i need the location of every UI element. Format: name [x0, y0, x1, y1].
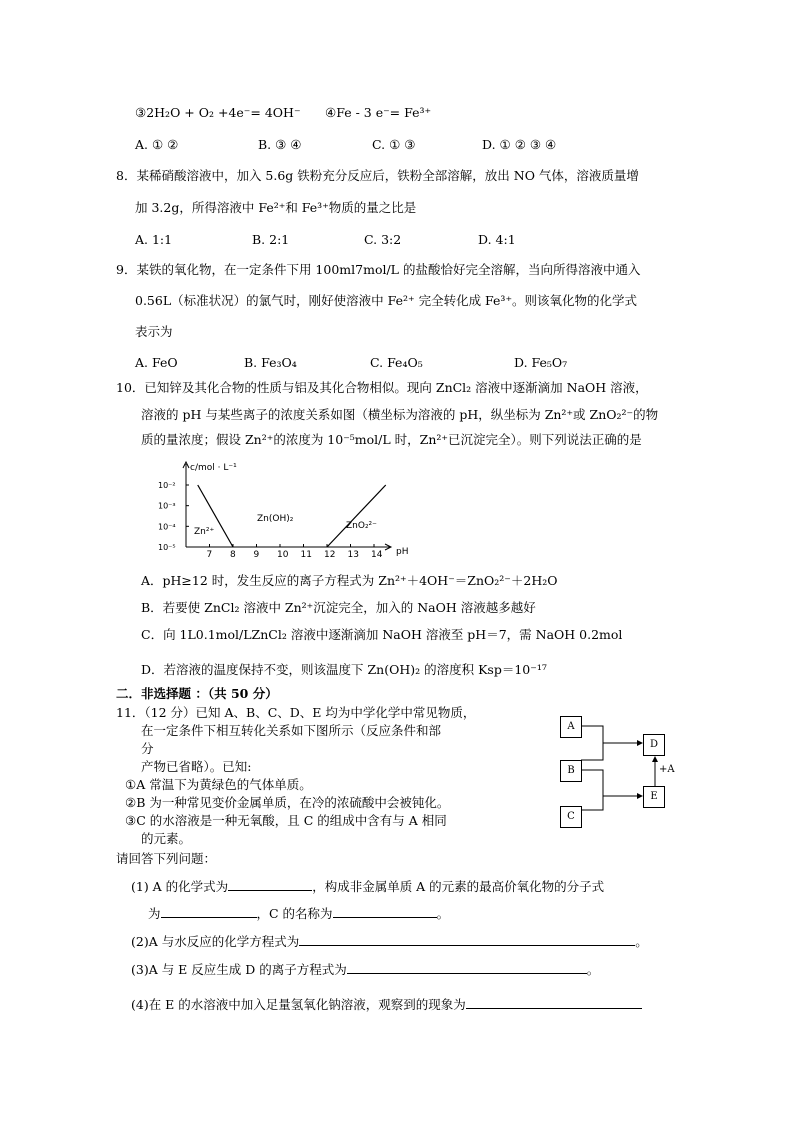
q8-option-b: B. 2:1: [252, 232, 290, 247]
answer-blank-c-name[interactable]: [333, 905, 437, 918]
q9-line-2: 0.56L（标准状况）的氯气时，刚好使溶液中 Fe²⁺ 完全转化成 Fe³⁺。则该氧化物的化学式: [135, 293, 638, 308]
q9-line-1: 9．某铁的氧化物，在一定条件下用 100ml7mol/L 的盐酸恰好完全溶解，当向所得溶液中通入: [116, 262, 641, 277]
chart-annotation-zno2: ZnO₂²⁻: [346, 521, 377, 531]
q11-sub-3: [131, 961, 599, 978]
chart-x-tick-label: 10: [277, 550, 289, 560]
q7-equation-4: ④Fe - 3 e⁻= Fe³⁺: [325, 105, 432, 120]
q9-option-d: D. Fe₅O₇: [514, 355, 568, 370]
chart-x-tick-label: 9: [253, 550, 260, 560]
q11-sub3-text: (3)A 与 E 反应生成 D 的离子方程式为: [131, 962, 347, 977]
q11-sub1-prefix: (1) A 的化学式为: [131, 879, 229, 894]
q11-line-2: 在一定条件下相互转化关系如下图所示（反应条件和部: [141, 723, 442, 738]
flow-node-d: D: [643, 734, 665, 756]
q11-sub3-end: 。: [586, 962, 600, 977]
answer-blank-a-formula[interactable]: [228, 878, 312, 891]
q10-option-b: B．若要使 ZnCl₂ 溶液中 Zn²⁺沉淀完全，加入的 NaOH 溶液越多越好: [141, 600, 536, 615]
q10-line-1: 10．已知锌及其化合物的性质与铝及其化合物相似。现向 ZnCl₂ 溶液中逐渐滴加 NaOH 溶液，: [116, 380, 648, 395]
q11-prompt: 请回答下列问题：: [116, 851, 217, 866]
flow-node-c: C: [560, 806, 582, 828]
q11-sub1-middle: ，构成非金属单质 A 的元素的最高价氧化物的分子式: [312, 879, 605, 894]
q11-sub-1-line-2: [148, 905, 449, 922]
q10-option-d: D．若溶液的温度保持不变，则该温度下 Zn(OH)₂ 的溶度积 Ksp＝10⁻¹⁷: [141, 662, 547, 677]
q11-line-4: 产物已省略）。已知:: [141, 759, 252, 774]
chart-ylabel: c/mol · L⁻¹: [190, 463, 237, 473]
chart-series-line: [327, 485, 386, 547]
q11-line-3: 分: [141, 741, 154, 756]
chart-annotation-zn2: Zn²⁺: [194, 527, 215, 537]
chart-x-tick-label: 12: [324, 550, 336, 560]
chart-x-tick-label: 11: [300, 550, 312, 560]
flow-node-e: E: [643, 786, 665, 808]
q10-line-3: 质的量浓度；假设 Zn²⁺的浓度为 10⁻⁵mol/L 时，Zn²⁺已沉淀完全）。则下列说法正确的是: [141, 432, 642, 447]
chart-series-line: [198, 485, 233, 547]
q8-line-1: 8．某稀硝酸溶液中，加入 5.6g 铁粉充分反应后，铁粉全部溶解，放出 NO 气体，溶液质量增: [116, 168, 639, 183]
q10-line-2: 溶液的 pH 与某些离子的浓度关系如图（横坐标为溶液的 pH，纵坐标为 Zn²⁺或 ZnO₂²⁻的物: [141, 407, 659, 422]
chart-xlabel: pH: [396, 547, 409, 557]
chart-x-tick-label: 14: [371, 550, 383, 560]
q7-option-c: C. ① ③: [372, 137, 416, 152]
chart-x-tick-label: 13: [347, 550, 359, 560]
q10-option-a: A．pH≥12 时，发生反应的离子方程式为 Zn²⁺＋4OH⁻＝ZnO₂²⁻＋2H₂O: [141, 573, 558, 588]
section-2-heading: 二．非选择题 ：（共 50 分）: [116, 686, 278, 701]
flow-diagram: [555, 710, 685, 830]
q11-sub1-wei: 为: [148, 906, 161, 921]
q9-option-b: B. Fe₃O₄: [244, 355, 297, 370]
answer-blank-oxide-formula[interactable]: [161, 905, 257, 918]
answer-blank-ionic-equation[interactable]: [347, 961, 587, 974]
ph-concentration-chart: [150, 458, 410, 564]
q9-option-a: A. FeO: [135, 355, 178, 370]
q9-line-3: 表示为: [135, 324, 173, 339]
q11-sub2-end: 。: [635, 934, 648, 949]
q11-known-2: ②B 为一种常见变价金属单质，在冷的浓硫酸中会被钝化。: [125, 795, 450, 810]
q11-known-3: ③C 的水溶液是一种无氧酸，且 C 的组成中含有与 A 相同: [125, 813, 447, 828]
q11-sub-1-line-1: [131, 878, 604, 895]
flow-node-b: B: [560, 760, 582, 782]
q8-option-c: C. 3:2: [364, 232, 402, 247]
chart-x-tick-label: 7: [206, 550, 213, 560]
q11-known-1: ①A 常温下为黄绿色的气体单质。: [125, 777, 312, 792]
answer-blank-observation[interactable]: [466, 996, 642, 1009]
q11-line-1: 11．（12 分）已知 A、B、C、D、E 均为中学化学中常见物质，: [116, 705, 476, 720]
q11-sub1-c-name: ，C 的名称为: [256, 906, 333, 921]
q11-sub2-text: (2)A 与水反应的化学方程式为: [131, 934, 300, 949]
q7-option-d: D. ① ② ③ ④: [482, 137, 557, 152]
q11-sub-4: [131, 996, 642, 1013]
flow-arrow-label: +A: [659, 764, 675, 775]
q11-sub4-text: (4)在 E 的水溶液中加入足量氢氧化钠溶液，观察到的现象为: [131, 997, 466, 1012]
q10-option-c: C．向 1L0.1mol/LZnCl₂ 溶液中逐渐滴加 NaOH 溶液至 pH＝7，需 NaOH 0.2mol: [141, 627, 623, 642]
q11-sub-2: [131, 933, 648, 950]
q11-sub1-end: 。: [436, 906, 450, 921]
q7-option-b: B. ③ ④: [258, 137, 302, 152]
q7-option-a: A. ① ②: [135, 137, 179, 152]
flow-node-a: A: [560, 716, 582, 738]
q9-option-c: C. Fe₄O₅: [370, 355, 423, 370]
answer-blank-a-water-equation[interactable]: [299, 933, 635, 946]
chart-y-tick-label: 10⁻²: [158, 481, 176, 490]
q8-option-d: D. 4:1: [478, 232, 516, 247]
chart-annotation-znoh2: Zn(OH)₂: [257, 514, 294, 524]
chart-x-tick-label: 8: [230, 550, 236, 560]
q8-line-2: 加 3.2g，所得溶液中 Fe²⁺和 Fe³⁺物质的量之比是: [135, 200, 417, 215]
chart-y-tick-label: 10⁻³: [158, 501, 176, 511]
chart-y-tick-label: 10⁻⁵: [158, 543, 176, 552]
q7-equation-3: ③2H₂O + O₂ +4e⁻= 4OH⁻: [135, 105, 301, 120]
q8-option-a: A. 1:1: [135, 232, 173, 247]
chart-y-tick-label: 10⁻⁴: [158, 522, 176, 532]
q11-known-4: 的元素。: [141, 831, 192, 846]
